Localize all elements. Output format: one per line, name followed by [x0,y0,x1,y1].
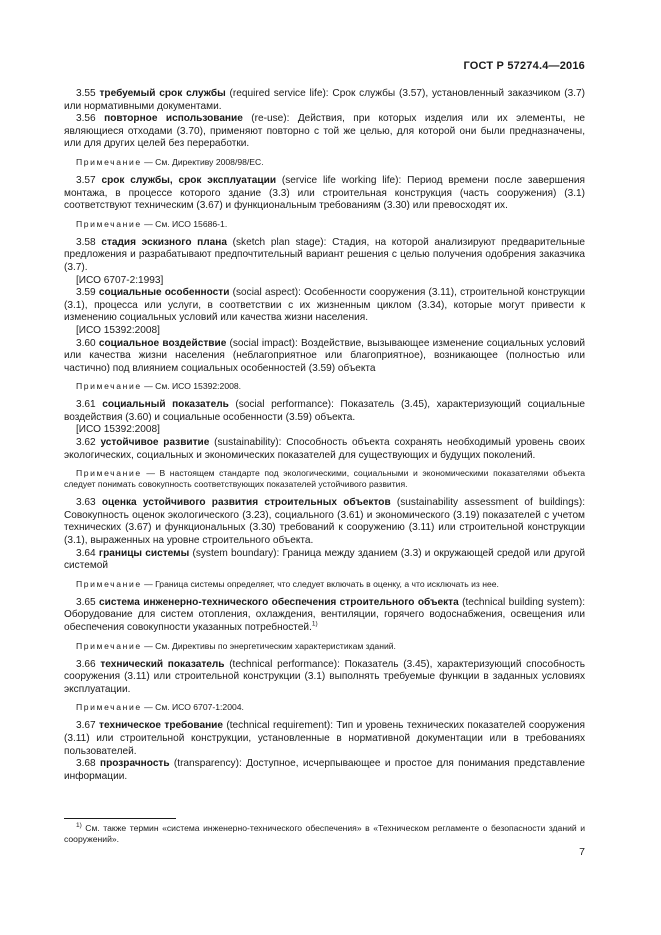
term-entry [64,399,585,424]
term-definition: (sustainability): Способность объекта сохранять необходимый уровень своих экологических, социальных и экономических показателей для существующих и будущих поколений. [64,437,585,461]
source-reference: [ИСО 15392:2008] [76,324,160,336]
term-number: 3.55 [76,88,96,99]
term-entry [64,175,585,213]
term-name: оценка устойчивого развития строительных объектов [101,497,391,509]
term-number: 3.57 [76,174,96,186]
term-entry [64,113,585,151]
term-number: 3.63 [76,497,96,509]
note-label: Примечание [76,381,142,392]
note [64,381,585,392]
term-entry [64,437,585,462]
term-definition: (technical performance): Показатель (3.45), характеризующий способность сооружения (3.11) или строительной конструкции (3.1) выполнять требуемые функции в заданных условиях эксплуатации. [64,658,585,695]
note [64,468,585,490]
note-label: Примечание [76,156,142,167]
term-number: 3.62 [76,437,96,449]
note-text: — См. Директиву 2008/98/ЕС. [141,156,264,167]
term-entry [64,338,585,376]
note-text: — Граница системы определяет, что следует включать в оценку, а что исключать из нее. [141,578,499,589]
term-number: 3.59 [76,287,96,299]
note-label: Примечание [76,468,142,479]
note-label: Примечание [76,702,142,713]
term-name: технический показатель [100,658,225,670]
term-name: социальное воздействие [98,337,227,349]
term-entry [64,548,585,573]
note [64,219,585,230]
term-definition: (transparency): Доступное, исчерпывающее и простое для понимания представление информации. [64,758,585,782]
term-definition: (social impact): Воздействие, вызывающее изменение социальных условий или качества жизни населения (неблагоприятное или благоприятное), возникающее (полностью или частично) под влиянием социальных особенностей (3.59) объекта [64,337,585,374]
term-entry [64,659,585,697]
term-name: социальные особенности [98,287,230,299]
document-id-header: ГОСТ Р 57274.4—2016 [463,60,585,72]
term-definition: (social performance): Показатель (3.45), характеризующий социальные воздействия (3.60) и социальные особенности (3.59) объекта. [64,399,585,423]
term-name: стадия эскизного плана [101,236,227,248]
note [64,157,585,168]
note-label: Примечание [76,578,142,589]
note-label: Примечание [76,640,142,651]
term-entry [64,237,585,275]
footnote-reference: 1) [311,620,318,628]
note-text: — В настоящем стандарте под экологическими, социальными и экономическими показателями объекта следует понимать совокупность соответствующих показателей устойчивого развития. [64,468,585,490]
term-number: 3.61 [76,399,96,411]
footnote-text: См. также термин «система инженерно-технического обеспечения» в «Техническом регламенте о безопасности зданий и сооружений». [64,823,585,844]
term-number: 3.66 [76,658,96,670]
term-name: повторное использование [104,113,243,125]
term-name: требуемый срок службы [99,88,226,99]
term-number: 3.60 [76,337,96,349]
term-name: социальный показатель [102,399,229,411]
note-text: — См. ИСО 6707-1:2004. [141,702,244,713]
term-definition: (system boundary): Граница между зданием (3.3) и окружающей средой или другой системой [64,547,585,572]
term-entry [64,758,585,783]
term-name: прозрачность [99,758,170,770]
footnote-divider [64,818,176,819]
term-definition: (sustainability assessment of buildings): Совокупность оценок экологического (3.23), социального (3.61) и экономического (3.19) показателей с учетом технических (3.67) и функциональных (3.30) требований к сооружению (3.11) или строительной конструкции (3.1), выраженных на уровне строительного объекта. [64,497,585,547]
page-number: 7 [579,846,585,858]
term-name: устойчивое развитие [100,437,210,449]
note-text: — См. ИСО 15392:2008. [141,381,242,392]
term-number: 3.68 [76,758,96,770]
term-number: 3.64 [76,547,96,559]
term-definition: (re-use): Действия, при которых изделия или их элементы, не являющиеся отходами (3.70), применяют повторно с той же целью, для которой они были предназначены, или для других целей без переработки. [64,113,586,150]
term-name: система инженерно-технического обеспечения строительного объекта [99,596,459,608]
source-reference: [ИСО 6707-2:1993] [76,274,164,286]
term-definition: (social aspect): Особенности сооружения (3.11), строительной конструкции (3.1), процесса или услуги, в соответствии с их жизненным циклом (3.34), которые могут привести к изменению социальных условий или качества жизни населения. [64,287,585,324]
term-entry [64,287,585,325]
term-definition: (technical requirement): Тип и уровень технических показателей сооружения (3.11) или строительной конструкции, установленные в нормативной документации или в требованиях пользователей. [64,720,586,757]
term-entry [64,597,585,635]
source-reference: [ИСО 15392:2008] [76,424,160,436]
term-name: техническое требование [99,720,224,732]
term-number: 3.67 [76,720,96,732]
term-definition: (service life working life): Период времени после завершения монтажа, в процессе которого здание (3.3) или строительная конструкция (часть сооружения) (3.1) соответствуют техническим (3.67) и функциональным требованиям (3.30) или превосходят их. [64,174,585,212]
term-name: границы системы [98,547,190,559]
document-body [64,88,585,783]
term-definition: (technical building system): Оборудование для систем отопления, охлаждения, вентиляции, горячего водоснабжения, освещения или обеспечения совокупности указанных потребностей. [64,596,585,633]
note-label: Примечание [76,218,142,229]
term-definition: (required service life): Срок службы (3.57), установленный заказчиком (3.7) или нормативными документами. [64,88,585,112]
term-number: 3.56 [76,113,96,125]
term-entry [64,88,585,113]
term-definition: (sketch plan stage): Стадия, на которой анализируют предварительные предложения и разрабатывают предпочтительный вариант решения с целью получения одобрения заказчика (3.7). [64,236,586,273]
note [64,579,585,590]
note [64,641,585,652]
footnote [64,823,585,845]
footnote-mark: 1) [76,822,82,830]
note [64,702,585,713]
note-text: — См. Директивы по энергетическим характеристикам зданий. [141,640,396,651]
term-number: 3.65 [76,596,96,608]
note-text: — См. ИСО 15686-1. [141,218,228,229]
term-name: срок службы, срок эксплуатации [101,174,277,186]
term-number: 3.58 [76,236,96,248]
term-entry [64,720,585,758]
term-entry [64,497,585,547]
